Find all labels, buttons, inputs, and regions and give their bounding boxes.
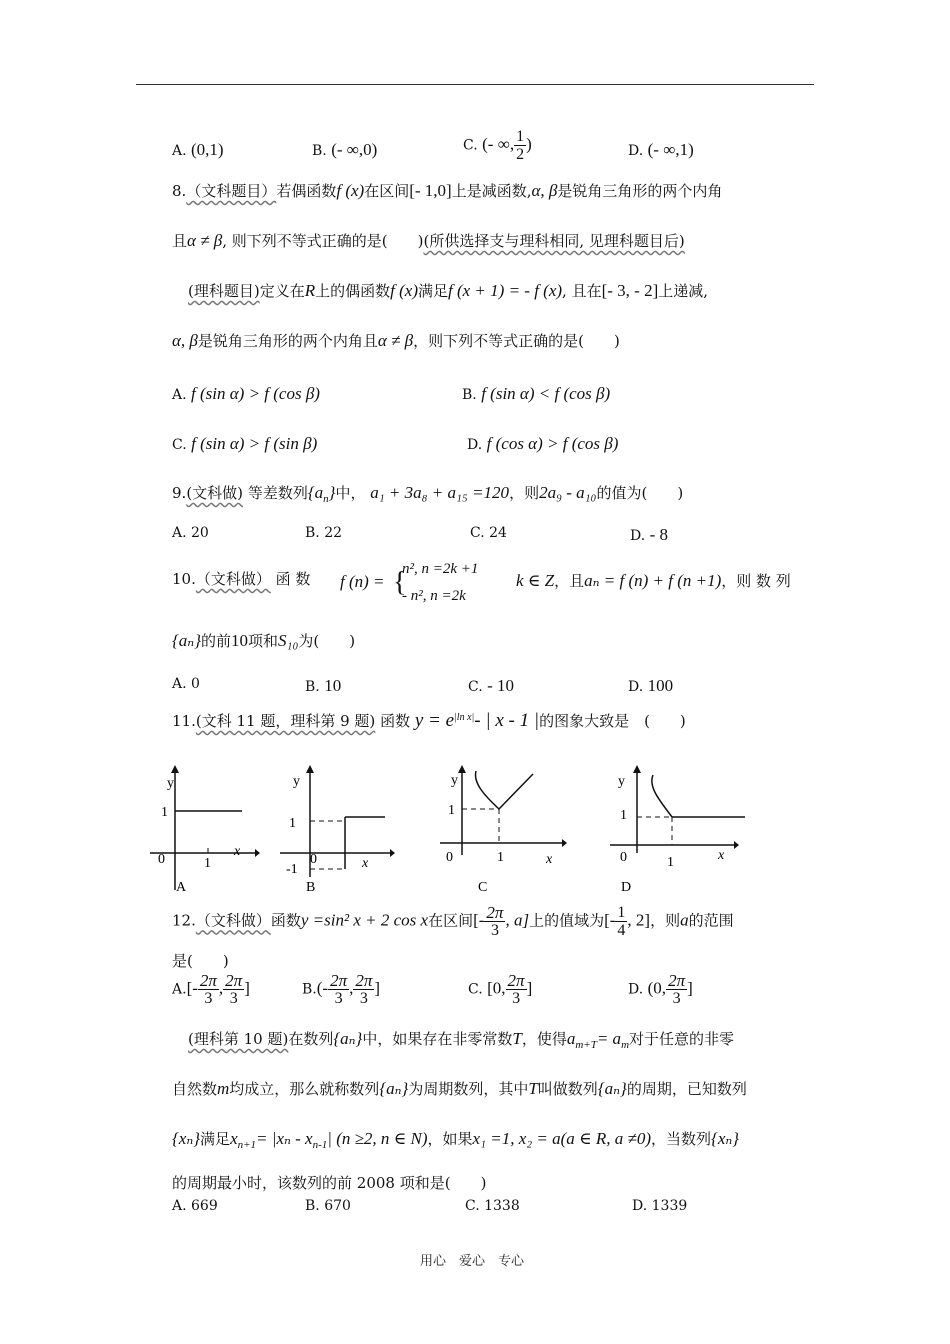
q9-option-a: A. 20 <box>172 525 209 541</box>
graph-c-x-one: 1 <box>497 850 504 865</box>
graph-d-curve-left <box>652 775 672 817</box>
q8-option-a: A. f (sin α) > f (cos β) <box>172 384 320 403</box>
q12li-option-a: A. 669 <box>172 1198 218 1214</box>
q8-option-d: D. f (cos α) > f (cos β) <box>467 434 619 453</box>
q7-option-c: C. (- ∞, $\frac{1}{2}$ ) <box>463 128 532 163</box>
q12li-option-c: C. 1338 <box>465 1198 520 1214</box>
graph-a-one: 1 <box>161 805 168 820</box>
graph-a-x-one: 1 <box>204 856 211 871</box>
graph-a-x-label: x <box>234 844 241 859</box>
graph-a-zero: 0 <box>158 852 165 867</box>
graph-c-x-label: x <box>546 852 553 867</box>
q12-stem: 12.（文科做）函数y =sin² x + 2 cos x在区间[- $\frac{2\pi}{3}$ , a]上的值域为[- $\frac{1}{4}$ , 2]，则a的范围 <box>172 903 734 939</box>
graph-b-one: 1 <box>289 816 296 831</box>
graph-c-zero: 0 <box>446 850 453 865</box>
graph-d-zero: 0 <box>620 850 627 865</box>
q9-stem: 9.(文科做) 等差数列$\{a_n\}$中， a₁ + 3a₈ + a₁₅ =120，则2a₉ - a₁₀的值为( ) <box>172 483 684 505</box>
graph-b-label: B <box>306 880 316 895</box>
q12li-line1: (理科第 10 题)在数列{aₙ}中，如果存在非零常数T，使得$a_{m+T}= a_m$对于任意的非零 <box>188 1029 735 1051</box>
q8-line2: 且α ≠ β, 则下列不等式正确的是( )(所供选择支与理科相同, 见理科题目后) <box>172 231 685 250</box>
q12-stem-line2: 是( ) <box>172 952 229 970</box>
graph-c-curve-left <box>476 771 499 809</box>
q8-line3: (理科题目)定义在R上的偶函数f (x)满足f (x + 1) = - f (x), 且在[- 3, - 2]上递减, <box>188 281 709 300</box>
q8-line4: α, β是锐角三角形的两个内角且α ≠ β，则下列不等式正确的是( ) <box>172 331 620 350</box>
q8-option-b: B. f (sin α) < f (cos β) <box>462 384 611 403</box>
graph-d-label: D <box>621 880 632 895</box>
q8-option-c: C. f (sin α) > f (sin β) <box>172 434 318 453</box>
q12li-line4: 的周期最小时，该数列的前 2008 项和是( ) <box>172 1174 487 1192</box>
graph-c-y-label: y <box>451 773 458 788</box>
q12-option-d: D. (0, $\frac{2\pi}{3}$ ] <box>628 971 693 1007</box>
q10-function-lhs: f (n) = <box>340 572 385 591</box>
q12li-option-d: D. 1339 <box>632 1198 688 1214</box>
q10-option-b: B. 10 <box>305 676 342 695</box>
graph-c-label: C <box>478 880 488 895</box>
graph-d-x-label: x <box>718 848 725 863</box>
graph-b-zero: 0 <box>310 852 317 867</box>
graph-d-x-one: 1 <box>667 855 674 870</box>
q12-option-a: A.[- $\frac{2\pi}{3}$ , $\frac{2\pi}{3}$ ] <box>172 971 250 1007</box>
graph-a-label: A <box>176 880 187 895</box>
q12li-line2: 自然数m均成立，那么就称数列{aₙ}为周期数列，其中T叫做数列{aₙ}的周期，已知数列 <box>172 1079 747 1098</box>
q12-option-b: B.(- $\frac{2\pi}{3}$ , $\frac{2\pi}{3}$ ] <box>302 971 381 1007</box>
graph-b <box>280 765 400 895</box>
q10-case-2: - n², n =2k <box>402 588 466 604</box>
graph-d-y-label: y <box>618 774 625 789</box>
q8-line1: 8.（文科题目）若偶函数f (x)在区间[- 1,0]上是减函数,α, β是锐角三角形的两个内角 <box>172 181 723 200</box>
q7-option-d: D. (- ∞,1) <box>628 140 694 159</box>
graph-c-curve-right <box>499 774 533 809</box>
q10-case-1: n², n =2k +1 <box>402 561 479 577</box>
q12li-line3: {xₙ}满足$x_{n+1}= |x_n - x_{n-1}|$ (n ≥2, n ∈ N)，如果x₁ =1, x₂ = a(a ∈ R, a ≠0)，当数列{xₙ} <box>172 1129 740 1151</box>
graph-a <box>150 765 260 895</box>
graph-d-one: 1 <box>620 808 627 823</box>
q9-option-d: D. - 8 <box>630 525 669 544</box>
header-rule <box>136 84 814 85</box>
q7-option-a: A. (0,1) <box>172 140 224 159</box>
q11-stem: 11.(文科 11 题，理科第 9 题) 函数 $y = e^{|ln x|}-$ | x - 1 |的图象大致是 ( ) <box>172 710 686 731</box>
graph-c <box>440 765 570 895</box>
q10-option-a: A. 0 <box>172 676 200 692</box>
q9-option-b: B. 22 <box>305 525 343 541</box>
graph-b-x-label: x <box>362 856 369 871</box>
q10-option-c: C. - 10 <box>468 676 515 695</box>
q9-option-c: C. 24 <box>470 525 507 541</box>
page-footer: 用心 爱心 专心 <box>420 1254 525 1269</box>
graph-b-neg-one: -1 <box>286 862 298 877</box>
q7-option-b: B. (- ∞,0) <box>312 140 378 159</box>
q12-option-c: C. [0, $\frac{2\pi}{3}$ ] <box>468 971 533 1007</box>
graph-c-one: 1 <box>448 803 455 818</box>
q10-line2: {aₙ}的前10项和S₁₀为( ) <box>172 631 356 650</box>
q10-option-d: D. 100 <box>628 676 674 695</box>
q10-brace: { <box>393 567 407 598</box>
graph-b-y-label: y <box>293 774 300 789</box>
q12li-option-b: B. 670 <box>305 1198 351 1214</box>
q10-stem-rest: k ∈ Z，且aₙ = f (n) + f (n +1)，则 数 列 <box>516 571 791 590</box>
graph-d <box>610 765 750 895</box>
graph-a-y-label: y <box>167 776 174 791</box>
q10-stem: 10.（文科做） 函 数 <box>172 570 311 588</box>
